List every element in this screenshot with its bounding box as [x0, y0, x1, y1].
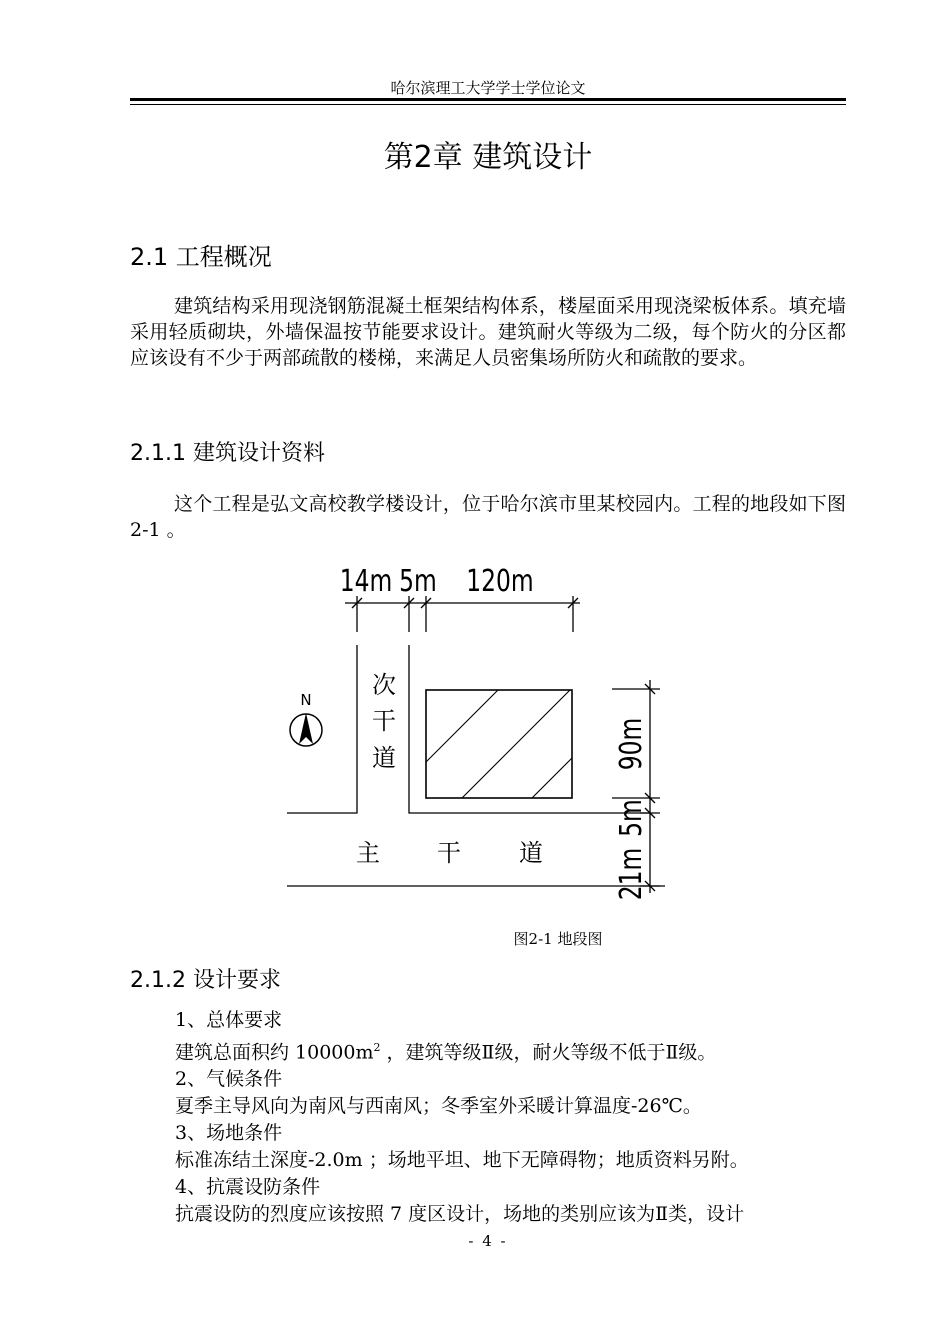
- dim-label-5m-right: 5m: [614, 799, 649, 837]
- requirement-text: 建筑总面积约 $10000m^2$ ，建筑等级Ⅱ级，耐火等级不低于Ⅱ级。: [175, 1041, 717, 1064]
- dim-label-90m: 90m: [614, 717, 649, 771]
- section-heading-2-1-2: 2.1.2 设计要求: [130, 968, 281, 993]
- dim-label-14m: 14m: [339, 564, 393, 599]
- requirement-text: 抗震设防的烈度应该按照 7 度区设计，场地的类别应该为Ⅱ类，设计: [175, 1203, 745, 1226]
- main-road-char-3: 道: [519, 839, 543, 867]
- north-arrow-icon: [299, 713, 313, 744]
- requirement-title: 2、气候条件: [175, 1068, 283, 1091]
- requirement-title: 1、总体要求: [175, 1009, 283, 1031]
- section-2-1-paragraph: 建筑结构采用现浇钢筋混凝土框架结构体系，楼屋面采用现浇梁板体系。填充墙采用轻质砌块，外墙保温按节能要求设计。建筑耐火等级为二级，每个防火的分区都应该设有不少于两部疏散的楼梯，来满足人员密集场所防火和疏散的要求。: [130, 295, 846, 369]
- main-road-char-2: 干: [437, 839, 461, 867]
- section-2-1-1-paragraph: 这个工程是弘文高校教学楼设计，位于哈尔滨市里某校园内。工程的地段如下图 2-1 。: [130, 493, 846, 541]
- requirement-title: 3、场地条件: [175, 1122, 283, 1145]
- dim-label-5m-top: 5m: [399, 564, 437, 599]
- requirements-list: [175, 1007, 855, 1228]
- section-heading-2-1-1: 2.1.1 建筑设计资料: [130, 441, 325, 466]
- dim-label-120m: 120m: [466, 564, 534, 599]
- north-label: N: [300, 691, 312, 709]
- section-heading-2-1: 2.1 工程概况: [130, 243, 272, 271]
- running-header: 哈尔滨理工大学学士学位论文: [390, 79, 586, 97]
- requirement-text: 夏季主导风向为南风与西南风；冬季室外采暖计算温度-26℃。: [175, 1095, 702, 1118]
- secondary-road-char-3: 道: [372, 744, 396, 772]
- requirement-title: 4、抗震设防条件: [175, 1176, 321, 1199]
- dim-label-21m: 21m: [614, 847, 649, 901]
- main-road-char-1: 主: [356, 839, 380, 867]
- secondary-road-char-2: 干: [372, 707, 396, 735]
- requirement-text: 标准冻结土深度-2.0m ；场地平坦、地下无障碍物；地质资料另附。: [175, 1149, 749, 1172]
- page-number: - 4 -: [468, 1232, 508, 1250]
- secondary-road-char-1: 次: [372, 671, 396, 699]
- figure-caption: 图2-1 地段图: [513, 930, 603, 948]
- building-plot: [426, 690, 572, 798]
- chapter-title: 第2章 建筑设计: [383, 140, 593, 175]
